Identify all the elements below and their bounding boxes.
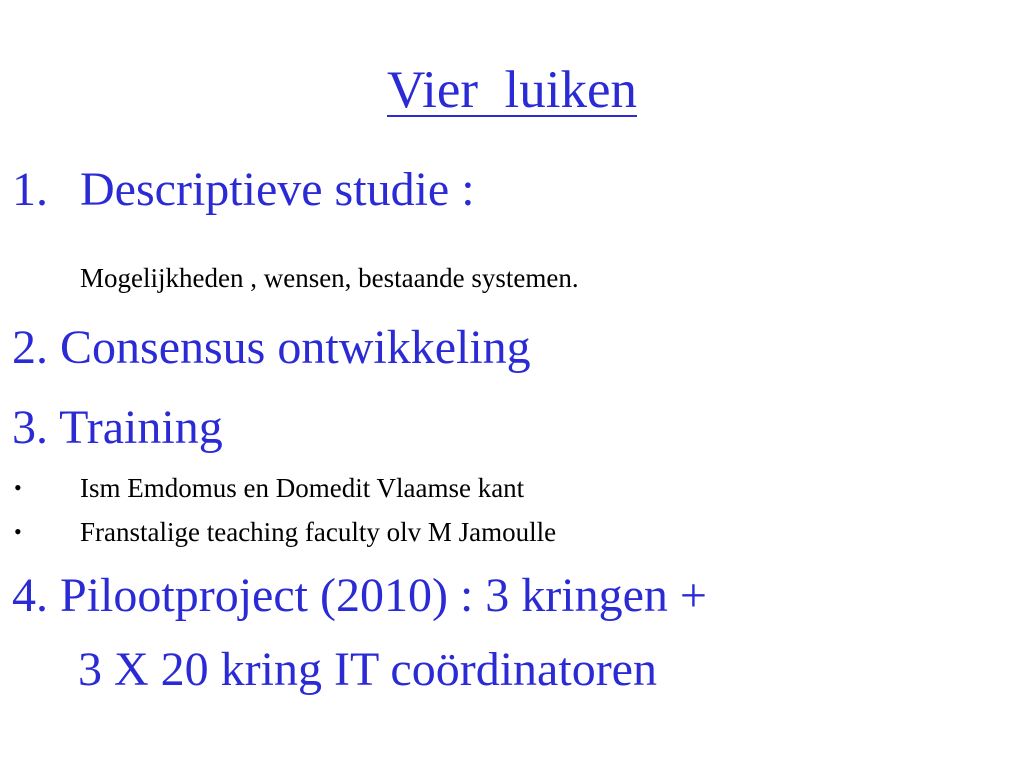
item3-text: 3. Training	[12, 401, 223, 454]
item1-text: Descriptieve studie :	[80, 163, 475, 216]
item4-line1: 4. Pilootproject (2010) : 3 kringen +	[12, 569, 707, 622]
bullet-1-symbol: •	[14, 475, 22, 500]
bullet-1-text: Ism Emdomus en Domedit Vlaamse kant	[80, 473, 525, 503]
item4-line2: 3 X 20 kring IT coördinatoren	[78, 643, 657, 696]
bullet-2-text: Franstalige teaching faculty olv M Jamoulle	[80, 517, 557, 547]
bullet-2-symbol: •	[14, 519, 22, 544]
item1-subtext: Mogelijkheden , wensen, bestaande systemen.	[80, 263, 579, 293]
item1-number: 1.	[12, 163, 48, 216]
item2-text: 2. Consensus ontwikkeling	[12, 321, 531, 374]
slide-title: Vier luiken	[387, 61, 637, 119]
